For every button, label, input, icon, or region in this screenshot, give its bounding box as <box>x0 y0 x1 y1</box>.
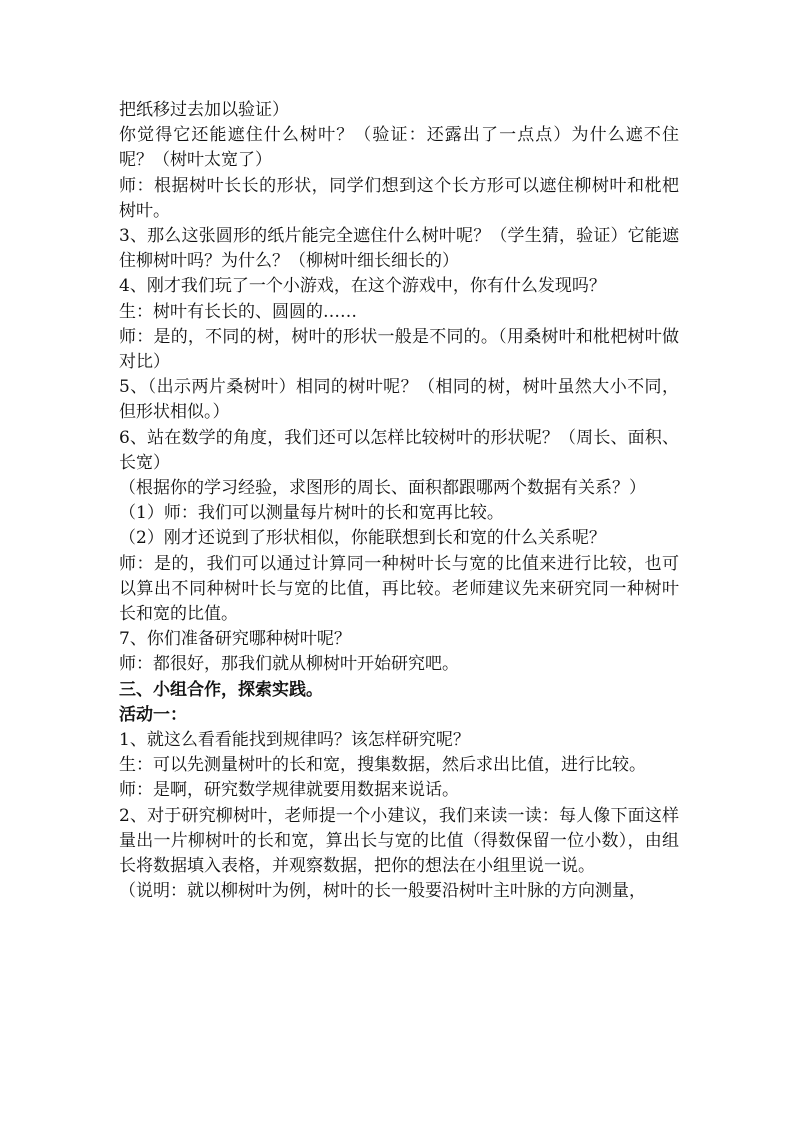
paragraph: 7、你们准备研究哪种树叶呢？ <box>119 629 351 650</box>
paragraph: 5、（出示两片桑树叶）相同的树叶呢？（相同的树，树叶虽然大小不同，但形状相似。） <box>119 377 679 423</box>
paragraph: 2、对于研究柳树叶，老师提一个小建议，我们来读一读：每人像下面这样量出一片柳树叶的长和宽，算出长与宽的比值（得数保留一位小数），由组长将数据填入表格，并观察数据，把你的想法在小组里说一说。 <box>119 805 679 877</box>
paragraph: 师：是啊，研究数学规律就要用数据来说话。 <box>119 780 459 801</box>
paragraph: 把纸移过去加以验证） <box>119 100 289 120</box>
paragraph: （根据你的学习经验，求图形的周长、面积都跟哪两个数据有关系？） <box>119 478 646 499</box>
paragraph: 师：根据树叶长长的形状，同学们想到这个长方形可以遮住柳树叶和枇杷树叶。 <box>119 175 679 221</box>
paragraph: 3、那么这张圆形的纸片能完全遮住什么树叶呢？（学生猜，验证）它能遮住柳树叶吗？为什么？（柳树叶细长细长的） <box>119 226 679 272</box>
paragraph: 师：都很好，那我们就从柳树叶开始研究吧。 <box>119 654 459 675</box>
activity-heading: 活动一： <box>119 704 187 725</box>
paragraph: 生：可以先测量树叶的长和宽，搜集数据，然后求出比值，进行比较。 <box>119 755 646 776</box>
paragraph: （说明：就以柳树叶为例，树叶的长一般要沿树叶主叶脉的方向测量， <box>119 881 646 902</box>
paragraph: 6、站在数学的角度，我们还可以怎样比较树叶的形状呢？（周长、面积、长宽） <box>119 427 679 473</box>
paragraph: 你觉得它还能遮住什么树叶？（验证：还露出了一点点）为什么遮不住呢？（树叶太宽了） <box>119 125 679 171</box>
section-heading: 三、小组合作，探索实践。 <box>119 679 323 700</box>
paragraph: 1、就这么看看能找到规律吗？该怎样研究呢？ <box>119 730 470 751</box>
paragraph: 师：是的，我们可以通过计算同一种树叶长与宽的比值来进行比较，也可以算出不同种树叶长与宽的比值，再比较。老师建议先来研究同一种树叶长和宽的比值。 <box>119 553 679 625</box>
paragraph: 生：树叶有长长的、圆圆的…… <box>119 301 357 322</box>
paragraph: 4、刚才我们玩了一个小游戏，在这个游戏中，你有什么发现吗？ <box>119 276 606 297</box>
paragraph: （2）刚才还说到了形状相似，你能联想到长和宽的什么关系呢？ <box>119 528 606 549</box>
document-body <box>119 98 679 905</box>
paragraph: （1）师：我们可以测量每片树叶的长和宽再比较。 <box>119 503 504 524</box>
paragraph: 师：是的，不同的树，树叶的形状一般是不同的。（用桑树叶和枇杷树叶做对比） <box>119 326 679 373</box>
